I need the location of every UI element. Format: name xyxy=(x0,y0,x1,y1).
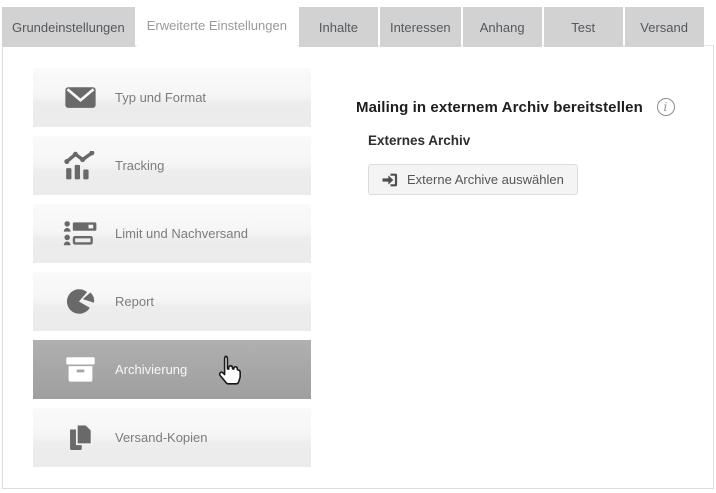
sidebar-item-limit-und-nachversand[interactable] xyxy=(33,204,311,263)
sidebar-item-typ-und-format[interactable] xyxy=(33,68,311,127)
envelope-icon xyxy=(62,85,98,110)
sidebar-item-label: Typ und Format xyxy=(115,90,207,105)
archive-box-icon xyxy=(62,356,98,383)
tab-interessen[interactable]: Interessen xyxy=(380,7,461,47)
sidebar-item-label: Tracking xyxy=(115,158,165,173)
sidebar-item-label: Archivierung xyxy=(115,362,188,377)
settings-sidebar xyxy=(33,68,311,488)
sidebar-item-label: Limit und Nachversand xyxy=(115,226,248,241)
page-title: Mailing in externem Archiv bereitstellen xyxy=(356,98,643,116)
sidebar-item-versand-kopien[interactable] xyxy=(33,408,311,467)
sidebar-item-label: Versand-Kopien xyxy=(115,430,208,445)
section-heading: Externes Archiv xyxy=(368,133,471,148)
content-panel xyxy=(2,45,714,489)
sidebar-item-label: Report xyxy=(115,294,155,309)
tab-test[interactable]: Test xyxy=(544,7,623,47)
sidebar-item-archivierung[interactable] xyxy=(33,340,311,399)
copies-icon xyxy=(62,422,98,453)
sidebar-item-report[interactable] xyxy=(33,272,311,331)
tab-inhalte[interactable]: Inhalte xyxy=(299,7,378,47)
main-content xyxy=(311,46,713,488)
sidebar-item-tracking[interactable] xyxy=(33,136,311,195)
select-external-archives-button[interactable] xyxy=(368,164,578,195)
tab-bar xyxy=(2,0,714,47)
tracking-chart-icon xyxy=(62,151,98,180)
users-limit-icon xyxy=(62,220,98,247)
tab-grundeinstellungen[interactable]: Grundeinstellungen xyxy=(2,7,135,47)
tab-erweiterte-einstellungen[interactable]: Erweiterte Einstellungen xyxy=(137,2,297,49)
tab-versand[interactable]: Versand xyxy=(625,7,704,47)
pie-chart-icon xyxy=(62,286,98,317)
title-row xyxy=(356,98,703,116)
sign-in-icon xyxy=(382,172,398,188)
button-label: Externe Archive auswählen xyxy=(407,172,564,187)
info-icon[interactable]: i xyxy=(657,98,675,116)
tab-anhang[interactable]: Anhang xyxy=(463,7,542,47)
